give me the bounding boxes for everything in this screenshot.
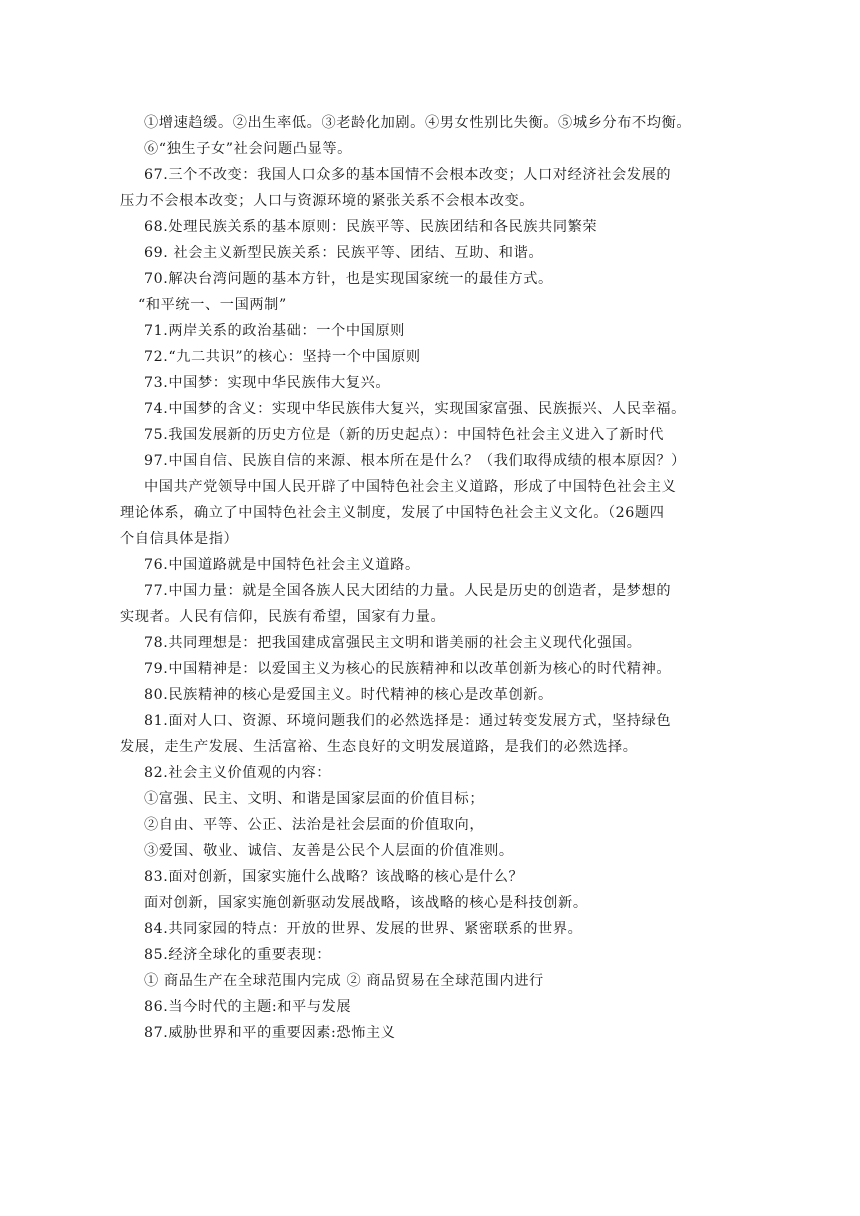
text-line: 中国共产党领导中国人民开辟了中国特色社会主义道路，形成了中国特色社会主义 <box>144 479 677 495</box>
text-line: 74.中国梦的含义：实现中华民族伟大复兴，实现国家富强、民族振兴、人民幸福。 <box>144 401 686 417</box>
text-line: 73.中国梦：实现中华民族伟大复兴。 <box>144 375 391 391</box>
text-line: “和平统一、一国两制” <box>138 297 287 313</box>
text-line: ⑥“独生子女”社会问题凸显等。 <box>144 141 352 157</box>
text-line: 实现者。人民有信仰，民族有希望，国家有力量。 <box>120 609 446 625</box>
text-line: 97.中国自信、民族自信的来源、根本所在是什么？（我们取得成绩的根本原因？） <box>144 453 686 469</box>
text-line: 压力不会根本改变；人口与资源环境的紧张关系不会根本改变。 <box>120 193 535 209</box>
text-line: ①富强、民主、文明、和谐是国家层面的价值目标； <box>144 791 485 807</box>
text-line: 81.面对人口、资源、环境问题我们的必然选择是：通过转变发展方式，坚持绿色 <box>144 713 672 729</box>
text-line: ①增速趋缓。②出生率低。③老龄化加剧。④男女性别比失衡。⑤城乡分布不均衡。 <box>144 115 692 131</box>
text-line: 85.经济全球化的重要表现： <box>144 947 332 963</box>
text-line: 68.处理民族关系的基本原则：民族平等、民族团结和各民族共同繁荣 <box>144 219 598 235</box>
text-line: 76.中国道路就是中国特色社会主义道路。 <box>144 557 420 573</box>
text-line: 69. 社会主义新型民族关系：民族平等、团结、互助、和谐。 <box>144 245 544 261</box>
text-line: 理论体系，确立了中国特色社会主义制度，发展了中国特色社会主义文化。（26题四 <box>120 505 665 521</box>
text-line: ③爱国、敬业、诚信、友善是公民个人层面的价值准则。 <box>144 843 514 859</box>
text-line: 80.民族精神的核心是爱国主义。时代精神的核心是改革创新。 <box>144 687 553 703</box>
text-line: 67.三个不改变：我国人口众多的基本国情不会根本改变；人口对经济社会发展的 <box>144 167 672 183</box>
text-line: ②自由、平等、公正、法治是社会层面的价值取向， <box>144 817 485 833</box>
text-line: 77.中国力量：就是全国各族人民大团结的力量。人民是历史的创造者，是梦想的 <box>144 583 672 599</box>
text-line: ① 商品生产在全球范围内完成 ② 商品贸易在全球范围内进行 <box>144 973 544 989</box>
text-line: 发展，走生产发展、生活富裕、生态良好的文明发展道路，是我们的必然选择。 <box>120 739 638 755</box>
text-line: 78.共同理想是：把我国建成富强民主文明和谐美丽的社会主义现代化强国。 <box>144 635 642 651</box>
text-line: 79.中国精神是：以爱国主义为核心的民族精神和以改革创新为核心的时代精神。 <box>144 661 672 677</box>
text-line: 70.解决台湾问题的基本方针，也是实现国家统一的最佳方式。 <box>144 271 553 287</box>
text-line: 75.我国发展新的历史方位是（新的历史起点）：中国特色社会主义进入了新时代 <box>144 427 665 443</box>
document-body <box>120 110 740 1046</box>
text-line: 71.两岸关系的政治基础：一个中国原则 <box>144 323 405 339</box>
text-line: 86.当今时代的主题:和平与发展 <box>144 999 352 1015</box>
text-line: 82.社会主义价值观的内容： <box>144 765 332 781</box>
text-line: 个自信具体是指） <box>120 531 239 547</box>
text-line: 87.威胁世界和平的重要因素:恐怖主义 <box>144 1025 396 1041</box>
text-line: 面对创新，国家实施创新驱动发展战略，该战略的核心是科技创新。 <box>144 895 588 911</box>
text-line: 84.共同家园的特点：开放的世界、发展的世界、紧密联系的世界。 <box>144 921 583 937</box>
text-line: 72.“九二共识”的核心：坚持一个中国原则 <box>144 349 421 365</box>
text-line: 83.面对创新，国家实施什么战略？该战略的核心是什么？ <box>144 869 524 885</box>
